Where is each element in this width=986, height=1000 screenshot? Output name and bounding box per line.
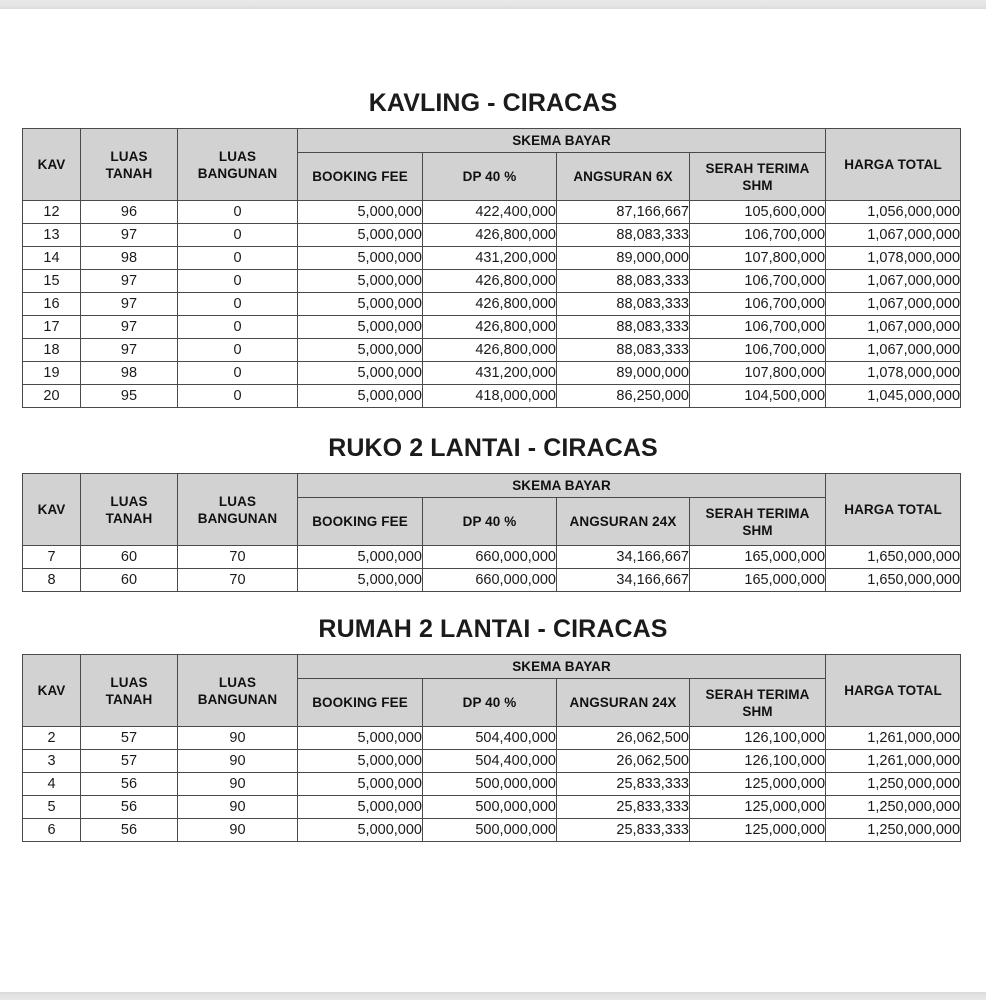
cell-total: 1,045,000,000 — [826, 385, 961, 408]
section-kavling — [0, 88, 986, 408]
col-header-harga-total: HARGA TOTAL — [826, 129, 961, 201]
cell-booking: 5,000,000 — [298, 316, 423, 339]
cell-total: 1,067,000,000 — [826, 293, 961, 316]
table-body — [23, 201, 961, 408]
cell-kav: 5 — [23, 796, 81, 819]
cell-kav: 13 — [23, 224, 81, 247]
col-header-luas-tanah — [81, 655, 178, 727]
table-row — [23, 201, 961, 224]
cell-total: 1,056,000,000 — [826, 201, 961, 224]
section-title: KAVLING - CIRACAS — [368, 89, 618, 117]
table-row — [23, 385, 961, 408]
cell-serah: 165,000,000 — [690, 569, 826, 592]
col-header-angsuran: ANGSURAN 24X — [557, 679, 690, 727]
cell-angsuran: 26,062,500 — [557, 750, 690, 773]
cell-bangunan: 90 — [178, 819, 298, 842]
cell-booking: 5,000,000 — [298, 270, 423, 293]
cell-dp: 426,800,000 — [423, 224, 557, 247]
cell-total: 1,261,000,000 — [826, 750, 961, 773]
cell-booking: 5,000,000 — [298, 385, 423, 408]
luas-tanah-line1: LUAS — [110, 493, 148, 509]
table-body — [23, 546, 961, 592]
cell-booking: 5,000,000 — [298, 201, 423, 224]
cell-booking: 5,000,000 — [298, 750, 423, 773]
cell-serah: 126,100,000 — [690, 750, 826, 773]
luas-tanah-line1: LUAS — [110, 148, 148, 164]
cell-kav: 2 — [23, 727, 81, 750]
cell-angsuran: 89,000,000 — [557, 362, 690, 385]
cell-tanah: 98 — [81, 247, 178, 270]
luas-bangunan-line1: LUAS — [218, 674, 257, 690]
cell-angsuran: 25,833,333 — [557, 773, 690, 796]
cell-serah: 125,000,000 — [690, 796, 826, 819]
cell-serah: 104,500,000 — [690, 385, 826, 408]
cell-dp: 504,400,000 — [423, 750, 557, 773]
cell-angsuran: 25,833,333 — [557, 819, 690, 842]
cell-bangunan: 70 — [178, 569, 298, 592]
cell-serah: 125,000,000 — [690, 819, 826, 842]
cell-total: 1,250,000,000 — [826, 819, 961, 842]
col-header-angsuran: ANGSURAN 6X — [557, 153, 690, 201]
cell-kav: 7 — [23, 546, 81, 569]
col-header-luas-bangunan — [178, 129, 298, 201]
cell-booking: 5,000,000 — [298, 339, 423, 362]
cell-bangunan: 90 — [178, 796, 298, 819]
cell-kav: 4 — [23, 773, 81, 796]
cell-serah: 105,600,000 — [690, 201, 826, 224]
cell-bangunan: 0 — [178, 362, 298, 385]
cell-tanah: 56 — [81, 796, 178, 819]
cell-kav: 12 — [23, 201, 81, 224]
cell-tanah: 56 — [81, 819, 178, 842]
col-header-luas-bangunan — [178, 474, 298, 546]
col-header-harga-total: HARGA TOTAL — [826, 655, 961, 727]
col-header-skema-bayar: SKEMA BAYAR — [298, 129, 826, 153]
cell-dp: 418,000,000 — [423, 385, 557, 408]
cell-booking: 5,000,000 — [298, 569, 423, 592]
luas-tanah-line2: TANAH — [105, 510, 153, 526]
cell-bangunan: 0 — [178, 293, 298, 316]
cell-dp: 500,000,000 — [423, 819, 557, 842]
cell-angsuran: 34,166,667 — [557, 546, 690, 569]
cell-total: 1,650,000,000 — [826, 569, 961, 592]
col-header-kav: KAV — [23, 474, 81, 546]
cell-tanah: 98 — [81, 362, 178, 385]
cell-angsuran: 86,250,000 — [557, 385, 690, 408]
luas-tanah-line1: LUAS — [110, 674, 148, 690]
table-header — [23, 474, 961, 546]
cell-serah: 106,700,000 — [690, 224, 826, 247]
cell-kav: 15 — [23, 270, 81, 293]
cell-bangunan: 90 — [178, 773, 298, 796]
cell-dp: 660,000,000 — [423, 546, 557, 569]
luas-tanah-line2: TANAH — [105, 165, 153, 181]
cell-angsuran: 34,166,667 — [557, 569, 690, 592]
section-title: RUMAH 2 LANTAI - CIRACAS — [318, 615, 668, 643]
cell-total: 1,067,000,000 — [826, 270, 961, 293]
section-title: RUKO 2 LANTAI - CIRACAS — [328, 434, 658, 462]
cell-tanah: 60 — [81, 569, 178, 592]
cell-total: 1,078,000,000 — [826, 362, 961, 385]
cell-tanah: 56 — [81, 773, 178, 796]
header-row-top — [23, 129, 961, 153]
cell-kav: 16 — [23, 293, 81, 316]
serah-terima-line2: SHM — [742, 703, 773, 719]
luas-bangunan-line2: BANGUNAN — [197, 510, 278, 526]
cell-serah: 125,000,000 — [690, 773, 826, 796]
cell-dp: 422,400,000 — [423, 201, 557, 224]
col-header-skema-bayar: SKEMA BAYAR — [298, 474, 826, 498]
cell-tanah: 97 — [81, 224, 178, 247]
cell-tanah: 96 — [81, 201, 178, 224]
cell-serah: 165,000,000 — [690, 546, 826, 569]
cell-tanah: 95 — [81, 385, 178, 408]
cell-dp: 500,000,000 — [423, 796, 557, 819]
cell-kav: 18 — [23, 339, 81, 362]
cell-tanah: 97 — [81, 293, 178, 316]
cell-booking: 5,000,000 — [298, 819, 423, 842]
cell-booking: 5,000,000 — [298, 362, 423, 385]
table-row — [23, 796, 961, 819]
table-row — [23, 316, 961, 339]
cell-total: 1,067,000,000 — [826, 339, 961, 362]
cell-angsuran: 88,083,333 — [557, 270, 690, 293]
cell-bangunan: 0 — [178, 339, 298, 362]
cell-bangunan: 0 — [178, 385, 298, 408]
serah-terima-line1: SERAH TERIMA — [705, 160, 810, 176]
col-header-kav: KAV — [23, 129, 81, 201]
cell-booking: 5,000,000 — [298, 773, 423, 796]
cell-bangunan: 0 — [178, 224, 298, 247]
col-header-dp: DP 40 % — [423, 679, 557, 727]
cell-serah: 106,700,000 — [690, 339, 826, 362]
cell-serah: 107,800,000 — [690, 362, 826, 385]
cell-tanah: 60 — [81, 546, 178, 569]
cell-tanah: 97 — [81, 270, 178, 293]
cell-tanah: 57 — [81, 727, 178, 750]
luas-tanah-line2: TANAH — [105, 691, 153, 707]
header-row-top — [23, 474, 961, 498]
table-row — [23, 224, 961, 247]
col-header-serah-terima — [690, 153, 826, 201]
table-row — [23, 750, 961, 773]
luas-bangunan-line1: LUAS — [218, 493, 257, 509]
col-header-skema-bayar: SKEMA BAYAR — [298, 655, 826, 679]
cell-total: 1,067,000,000 — [826, 224, 961, 247]
col-header-luas-tanah — [81, 129, 178, 201]
table-row — [23, 362, 961, 385]
table-header — [23, 129, 961, 201]
cell-serah: 126,100,000 — [690, 727, 826, 750]
luas-bangunan-line1: LUAS — [218, 148, 257, 164]
cell-angsuran: 25,833,333 — [557, 796, 690, 819]
cell-serah: 107,800,000 — [690, 247, 826, 270]
table-header — [23, 655, 961, 727]
cell-dp: 426,800,000 — [423, 270, 557, 293]
cell-angsuran: 88,083,333 — [557, 316, 690, 339]
top-edge-band — [0, 0, 986, 9]
col-header-dp: DP 40 % — [423, 498, 557, 546]
col-header-booking-fee: BOOKING FEE — [298, 153, 423, 201]
cell-kav: 20 — [23, 385, 81, 408]
cell-bangunan: 70 — [178, 546, 298, 569]
cell-bangunan: 0 — [178, 247, 298, 270]
section-rumah-2-lantai — [0, 614, 986, 842]
col-header-luas-bangunan — [178, 655, 298, 727]
col-header-kav: KAV — [23, 655, 81, 727]
bottom-edge-band — [0, 992, 986, 1000]
table-row — [23, 270, 961, 293]
col-header-angsuran: ANGSURAN 24X — [557, 498, 690, 546]
cell-dp: 500,000,000 — [423, 773, 557, 796]
table-row — [23, 546, 961, 569]
cell-tanah: 97 — [81, 316, 178, 339]
col-header-serah-terima — [690, 498, 826, 546]
cell-angsuran: 26,062,500 — [557, 727, 690, 750]
col-header-booking-fee: BOOKING FEE — [298, 498, 423, 546]
cell-total: 1,067,000,000 — [826, 316, 961, 339]
table-row — [23, 293, 961, 316]
cell-dp: 426,800,000 — [423, 339, 557, 362]
cell-kav: 6 — [23, 819, 81, 842]
table-body — [23, 727, 961, 842]
luas-bangunan-line2: BANGUNAN — [197, 165, 278, 181]
table-row — [23, 339, 961, 362]
cell-bangunan: 0 — [178, 201, 298, 224]
col-header-booking-fee: BOOKING FEE — [298, 679, 423, 727]
cell-kav: 14 — [23, 247, 81, 270]
table-row — [23, 569, 961, 592]
header-row-top — [23, 655, 961, 679]
cell-total: 1,250,000,000 — [826, 773, 961, 796]
cell-tanah: 97 — [81, 339, 178, 362]
cell-kav: 17 — [23, 316, 81, 339]
cell-serah: 106,700,000 — [690, 316, 826, 339]
col-header-harga-total: HARGA TOTAL — [826, 474, 961, 546]
serah-terima-line1: SERAH TERIMA — [705, 505, 810, 521]
cell-kav: 3 — [23, 750, 81, 773]
cell-angsuran: 89,000,000 — [557, 247, 690, 270]
table-row — [23, 819, 961, 842]
table-row — [23, 247, 961, 270]
table-row — [23, 727, 961, 750]
col-header-luas-tanah — [81, 474, 178, 546]
section-ruko-2-lantai — [0, 433, 986, 592]
cell-total: 1,261,000,000 — [826, 727, 961, 750]
cell-booking: 5,000,000 — [298, 796, 423, 819]
document-page — [0, 9, 986, 992]
cell-booking: 5,000,000 — [298, 546, 423, 569]
cell-angsuran: 88,083,333 — [557, 339, 690, 362]
pricing-table-kavling — [22, 128, 961, 408]
cell-dp: 431,200,000 — [423, 362, 557, 385]
col-header-serah-terima — [690, 679, 826, 727]
cell-serah: 106,700,000 — [690, 293, 826, 316]
cell-dp: 660,000,000 — [423, 569, 557, 592]
cell-bangunan: 90 — [178, 727, 298, 750]
cell-serah: 106,700,000 — [690, 270, 826, 293]
cell-kav: 19 — [23, 362, 81, 385]
serah-terima-line1: SERAH TERIMA — [705, 686, 810, 702]
cell-booking: 5,000,000 — [298, 247, 423, 270]
cell-bangunan: 0 — [178, 270, 298, 293]
cell-bangunan: 90 — [178, 750, 298, 773]
cell-dp: 504,400,000 — [423, 727, 557, 750]
table-row — [23, 773, 961, 796]
cell-tanah: 57 — [81, 750, 178, 773]
cell-total: 1,650,000,000 — [826, 546, 961, 569]
cell-booking: 5,000,000 — [298, 224, 423, 247]
cell-angsuran: 88,083,333 — [557, 293, 690, 316]
luas-bangunan-line2: BANGUNAN — [197, 691, 278, 707]
serah-terima-line2: SHM — [742, 522, 773, 538]
cell-bangunan: 0 — [178, 316, 298, 339]
cell-total: 1,250,000,000 — [826, 796, 961, 819]
pricing-table-rumah — [22, 654, 961, 842]
cell-total: 1,078,000,000 — [826, 247, 961, 270]
cell-angsuran: 87,166,667 — [557, 201, 690, 224]
col-header-dp: DP 40 % — [423, 153, 557, 201]
cell-booking: 5,000,000 — [298, 293, 423, 316]
pricing-table-ruko — [22, 473, 961, 592]
cell-dp: 426,800,000 — [423, 293, 557, 316]
cell-angsuran: 88,083,333 — [557, 224, 690, 247]
cell-booking: 5,000,000 — [298, 727, 423, 750]
cell-dp: 426,800,000 — [423, 316, 557, 339]
cell-dp: 431,200,000 — [423, 247, 557, 270]
serah-terima-line2: SHM — [742, 177, 773, 193]
cell-kav: 8 — [23, 569, 81, 592]
